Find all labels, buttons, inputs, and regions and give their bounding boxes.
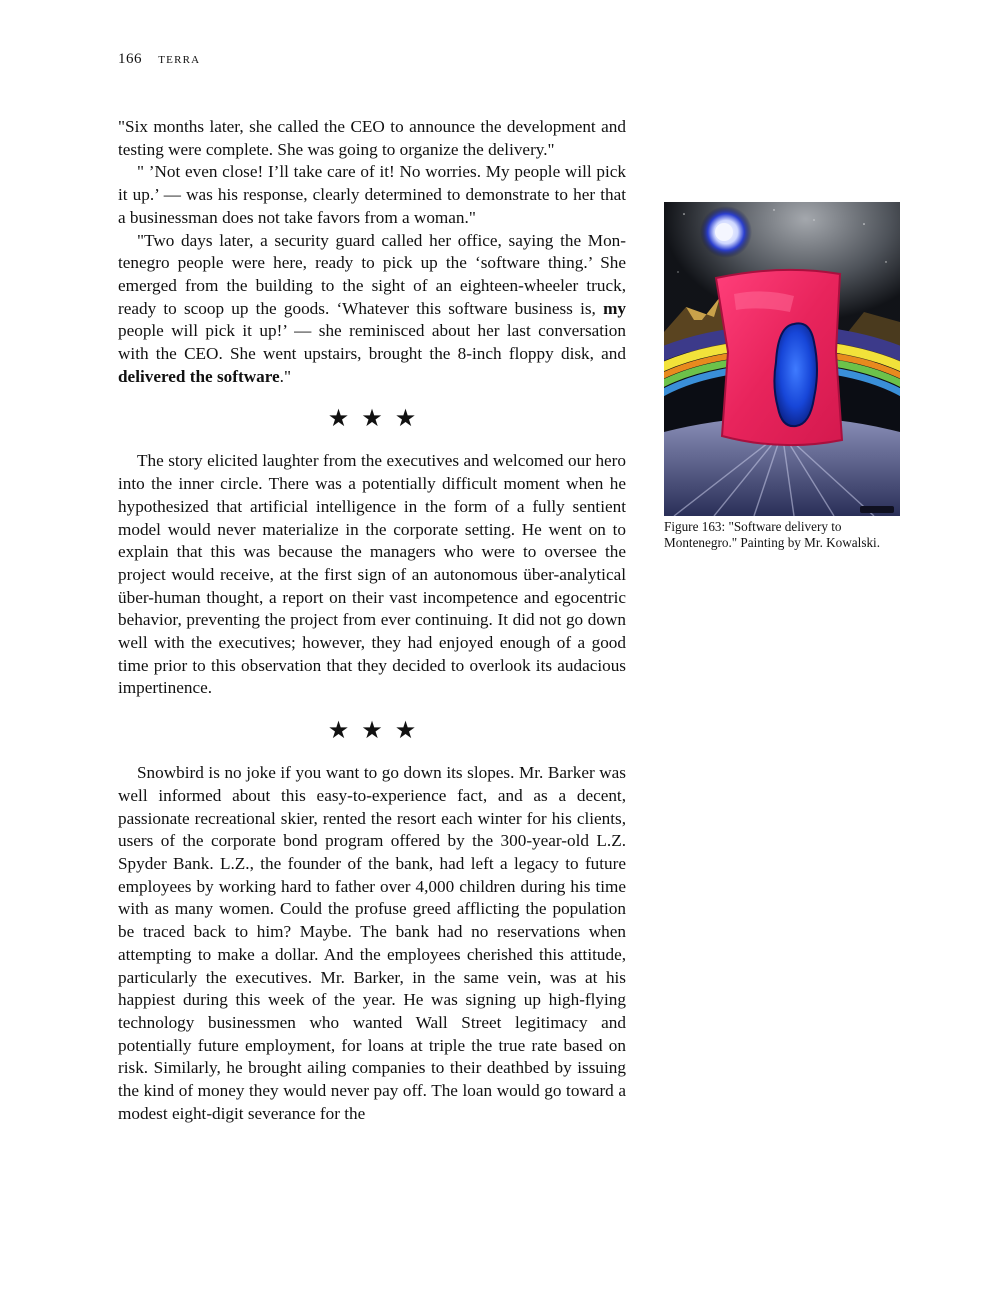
page-number: 166 xyxy=(118,51,142,67)
paragraph: Snowbird is no joke if you want to go down its slopes. Mr. Barker was well informed about this easy-to-experience fact, and as a decent, passionate recreational skier, rented the resort each winter for his clients, users of the corporate bond program offered by the 300-year-old L.Z. Spyder Bank. L.Z., the founder of the bank, had left a legacy to future employees by working hard to father over 4,000 children during his time with as many women. Could the profuse greed afflicting the population be traced back to him? Maybe. The bank had no reservations when attempting to make a dollar. And the employees cherished this attitude, particularly the executives. Mr. Barker, in the same vein, was at his happiest during this week of the year. He was signing up high-flying technology businessmen who wanted Wall Street legitimacy and potentially future employment, for loans at triple the true rate based on risk. Similarly, he brought ailing companies to their deathbed by issuing the kind of money they would never pay off. The loan would go toward a modest eight-digit severance for the xyxy=(118,763,626,1123)
paragraph: " ’Not even close! I’ll take care of it! No worries. My people will pick it up.’ — was his response, clearly determined to demonstrate to her that a businessman does not take favors from a woman." xyxy=(118,162,626,227)
paragraph: "Two days later, a security guard called her office, saying the Montenegro people were here, ready to pick up the ‘software thing.’ She emerged from the building to the sight of an eighteen-wheeler truck, ready to scoop up the goods. ‘Whatever this software business is, my people will pick it up!’ — she reminisced about her last conversation with the CEO. She went upstairs, brought the 8-inch floppy disk, and delivered the software." xyxy=(118,230,626,386)
page-header xyxy=(118,51,200,68)
bold-text: delivered the software xyxy=(118,366,280,386)
running-title: terra xyxy=(158,51,201,67)
section-separator: ★★★ xyxy=(327,406,429,433)
section-separator: ★★★ xyxy=(327,718,429,745)
body-text xyxy=(118,116,626,1125)
paragraph: The story elicited laughter from the executives and welcomed our hero into the inner circle. There was a potentially difficult moment when he hypothesized that artificial intelligence in the form of a fully sentient model would never materialize in the corporate setting. He went on to explain that this was because the managers who were to oversee the project would receive, at the first sign of an autonomous über-analytical über-human thought, a report on their vast incompetence and egocentric behavior, preventing the project from ever continuing. It did not go down well with the executives; however, they had enjoyed enough of a good time prior to this observation that they decided to overlook its audacious impertinence. xyxy=(118,451,626,698)
figure-caption: Figure 163: "Software delivery to Montenegro." Painting by Mr. Kowalski. xyxy=(664,519,881,550)
painting-image xyxy=(664,202,900,516)
bold-text: my xyxy=(603,298,626,318)
figure xyxy=(664,202,900,551)
paragraph: "Six months later, she called the CEO to announce the development and testing were complete. She was going to organize the delivery." xyxy=(118,117,626,159)
